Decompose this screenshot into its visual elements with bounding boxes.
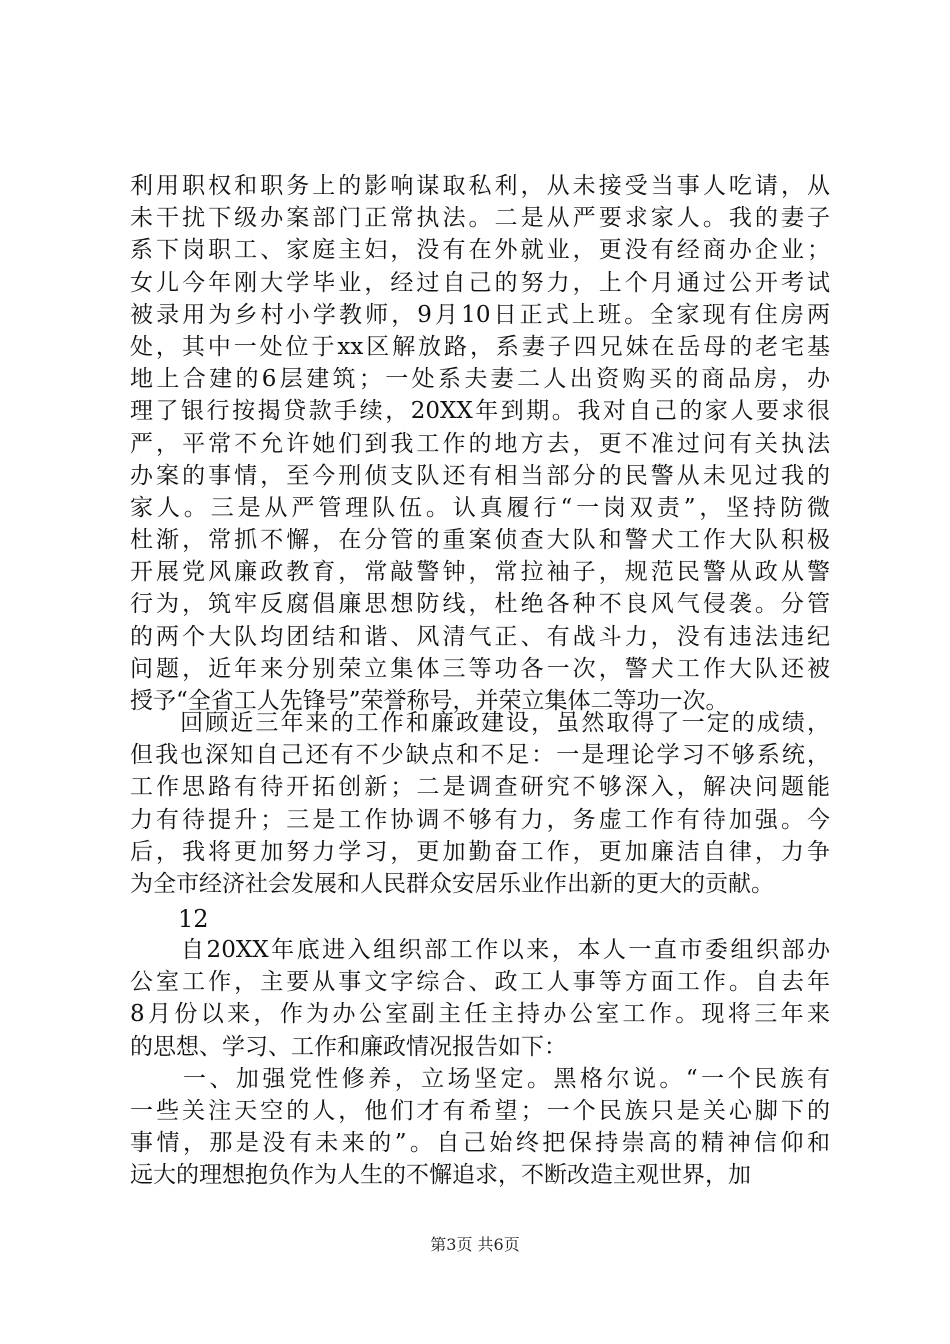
text-line: 回顾近三年来的工作和廉政建设，虽然取得了一定的成绩，: [130, 710, 830, 736]
text-line: 的两个大队均团结和谐、风清气正、有战斗力，没有违法违纪: [130, 623, 830, 650]
text-line: 行为，筑牢反腐倡廉思想防线，杜绝各种不良风气侵袭。分管: [130, 591, 830, 618]
text-line: 后，我将更加努力学习，更加勤奋工作，更加廉洁自律，力争: [130, 838, 830, 865]
text-line: 的思想、学习、工作和廉政情况报告如下：: [130, 1033, 567, 1060]
text-line: 远大的理想抱负作为人生的不懈追求，不断改造主观世界，加: [130, 1162, 751, 1189]
text-line: 办案的事情，至今刑侦支队还有相当部分的民警从未见过我的: [130, 462, 830, 489]
text-line: 公室工作，主要从事文字综合、政工人事等方面工作。自去年: [130, 969, 830, 996]
text-line: 一、加强党性修养，立场坚定。黑格尔说。“一个民族有: [130, 1065, 830, 1092]
text-line: 利用职权和职务上的影响谋取私利，从未接受当事人吃请，从: [130, 173, 830, 199]
text-line: 授予“全省工人先锋号”荣誉称号，并荣立集体二等功一次。: [130, 688, 729, 714]
text-line: 但我也深知自己还有不少缺点和不足：一是理论学习不够系统，: [130, 742, 830, 769]
text-line: 问题，近年来分别荣立集体三等功各一次，警犬工作大队还被: [130, 655, 830, 682]
text-line: 家人。三是从严管理队伍。认真履行“一岗双责”，坚持防微: [130, 494, 830, 521]
paragraph-3: [130, 934, 830, 1192]
text-line: 一些关注天空的人，他们才有希望；一个民族只是关心脚下的: [130, 1097, 830, 1124]
text-line: 理了银行按揭贷款手续，20XX年到期。我对自己的家人要求很: [130, 398, 830, 425]
text-line: 力有待提升；三是工作协调不够有力，务虚工作有待加强。今: [130, 806, 830, 833]
text-line: 被录用为乡村小学教师，9月10日正式上班。全家现有住房两: [130, 301, 830, 328]
paragraph-2: [130, 707, 830, 900]
text-line: 处，其中一处位于xx区解放路，系妻子四兄妹在岳母的老宅基: [130, 333, 830, 360]
text-line: 为全市经济社会发展和人民群众安居乐业作出新的更大的贡献。: [130, 870, 774, 897]
text-line: 杜渐，常抓不懈，在分管的重案侦查大队和警犬工作大队积极: [130, 527, 830, 554]
text-line: 地上合建的6层建筑；一处系夫妻二人出资购买的商品房，办: [130, 366, 830, 393]
text-line: 开展党风廉政教育，常敲警钟，常拉袖子，规范民警从政从警: [130, 559, 830, 586]
section-number: 12: [178, 905, 209, 933]
text-line: 工作思路有待开拓创新；二是调查研究不够深入，解决问题能: [130, 774, 830, 801]
text-line: 未干扰下级办案部门正常执法。二是从严要求家人。我的妻子: [130, 205, 830, 232]
text-line: 女儿今年刚大学毕业，经过自己的努力，上个月通过公开考试: [130, 269, 830, 296]
text-line: 自20XX年底进入组织部工作以来，本人一直市委组织部办: [130, 937, 830, 963]
text-line: 事情，那是没有未来的”。自己始终把保持崇高的精神信仰和: [130, 1130, 830, 1157]
paragraph-1: [130, 170, 830, 717]
page-footer: 第3页 共6页: [430, 1235, 520, 1254]
text-line: 严，平常不允许她们到我工作的地方去，更不准过问有关执法: [130, 430, 830, 457]
text-line: 系下岗职工、家庭主妇，没有在外就业，更没有经商办企业；: [130, 237, 830, 264]
text-line: 8月份以来，作为办公室副主任主持办公室工作。现将三年来: [130, 1001, 830, 1028]
